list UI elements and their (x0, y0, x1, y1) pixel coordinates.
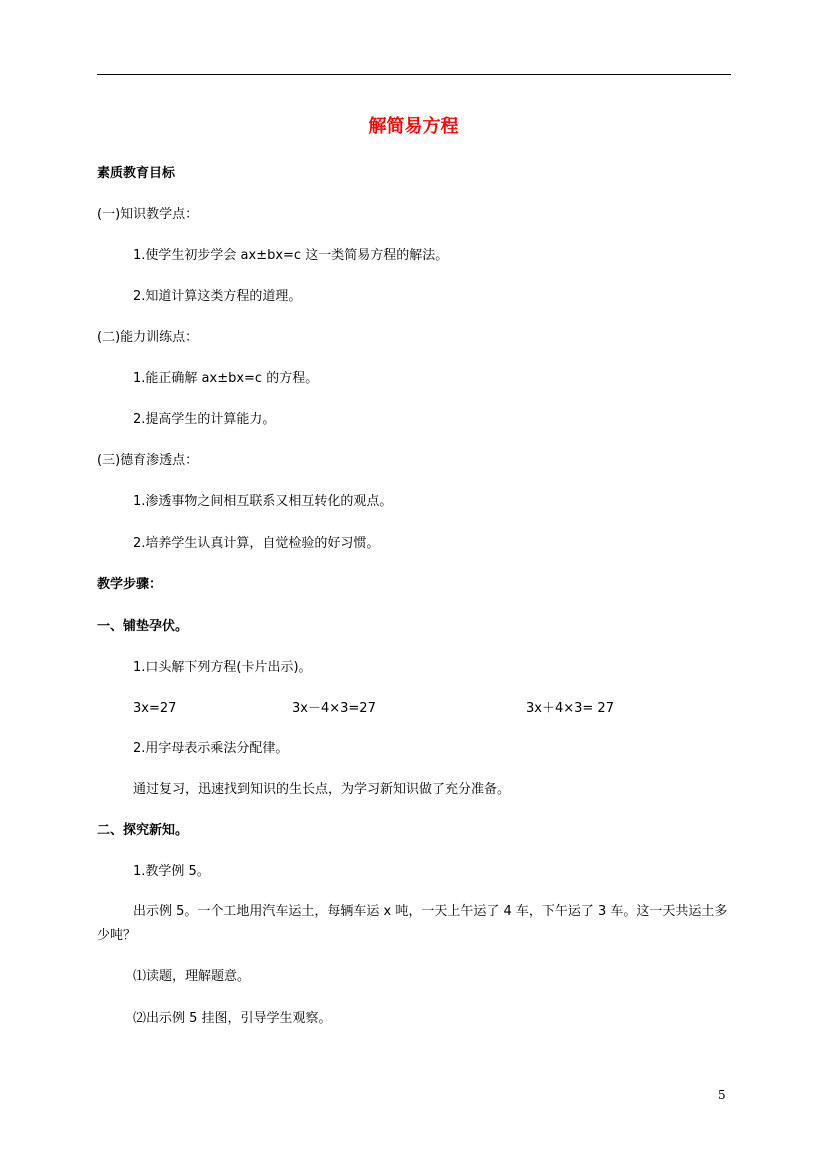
equation-1: 3x=27 (133, 701, 177, 716)
ability-item-1: 1.能正确解 ax±bx=c 的方程。 (133, 371, 319, 386)
equation-2: 3x－4×3=27 (292, 701, 376, 716)
steps-heading: 教学步骤： (97, 577, 163, 592)
part1-note: 通过复习，迅速找到知识的生长点，为学习新知识做了充分准备。 (133, 782, 511, 797)
moral-heading: (三)德育渗透点： (97, 453, 199, 468)
step-a: ⑴读题，理解题意。 (133, 969, 251, 984)
goal-heading: 素质教育目标 (97, 166, 176, 181)
moral-item-2: 2.培养学生认真计算，自觉检验的好习惯。 (133, 536, 380, 551)
knowledge-item-1: 1.使学生初步学会 ax±bx=c 这一类简易方程的解法。 (133, 248, 449, 263)
moral-item-1: 1.渗透事物之间相互联系又相互转化的观点。 (133, 494, 393, 509)
knowledge-item-2: 2.知道计算这类方程的道理。 (133, 289, 302, 304)
page-title: 解简易方程 (368, 116, 459, 137)
ability-heading: (二)能力训练点： (97, 330, 199, 345)
part1-item-1: 1.口头解下列方程(卡片出示)。 (133, 660, 312, 675)
equation-3: 3x＋4×3= 27 (526, 701, 614, 716)
header-rule (97, 74, 731, 75)
part1-item-2: 2.用字母表示乘法分配律。 (133, 741, 289, 756)
part2-heading: 二、探究新知。 (97, 823, 189, 838)
part2-item-1: 1.教学例 5。 (133, 864, 210, 879)
part1-heading: 一、铺垫孕伏。 (97, 619, 189, 634)
example-paragraph: 出示例 5。一个工地用汽车运土，每辆车运 x 吨，一天上午运了 4 车，下午运了 3 车。这一天共运土多少吨？ (97, 904, 728, 943)
step-b: ⑵出示例 5 挂图，引导学生观察。 (133, 1011, 332, 1026)
knowledge-heading: (一)知识教学点： (97, 207, 199, 222)
page-number: 5 (718, 1088, 726, 1102)
ability-item-2: 2.提高学生的计算能力。 (133, 412, 276, 427)
